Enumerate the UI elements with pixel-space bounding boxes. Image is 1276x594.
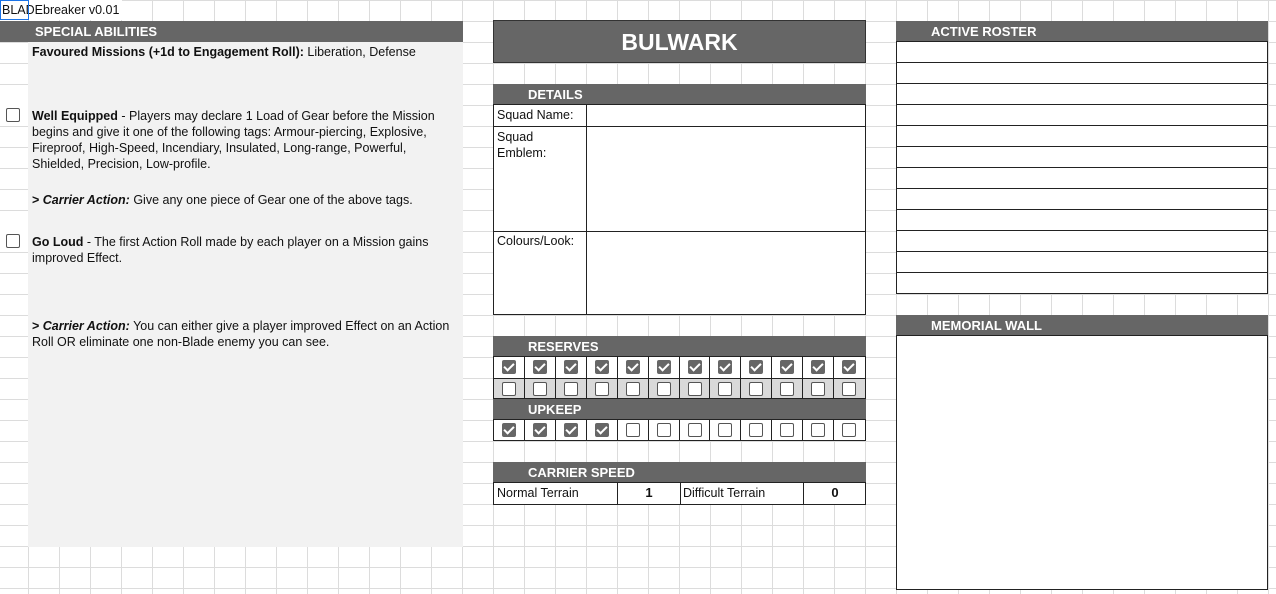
- reserve-checkbox[interactable]: [749, 382, 763, 396]
- favoured-missions-value: Liberation, Defense: [303, 45, 416, 59]
- favoured-missions: [32, 44, 460, 60]
- details-header: DETAILS: [493, 84, 866, 105]
- reserve-checkbox[interactable]: [688, 360, 702, 374]
- reserve-cell: [710, 379, 741, 399]
- reserves-row: [494, 378, 865, 399]
- reserve-cell: [494, 379, 525, 399]
- roster-row[interactable]: [897, 42, 1267, 63]
- reserve-cell: [525, 379, 556, 399]
- roster-row[interactable]: [897, 210, 1267, 231]
- upkeep-checkbox[interactable]: [502, 423, 516, 437]
- carrier-action-label: Carrier Action:: [42, 319, 130, 333]
- memorial-wall-header: MEMORIAL WALL: [896, 315, 1268, 336]
- reserve-checkbox[interactable]: [688, 382, 702, 396]
- carrier-action-go-loud: [32, 318, 460, 350]
- normal-terrain-value[interactable]: 1: [645, 485, 653, 500]
- reserve-cell: [649, 357, 680, 378]
- squad-emblem-label: Squad Emblem:: [497, 130, 547, 160]
- reserve-checkbox[interactable]: [811, 360, 825, 374]
- reserves-row: [494, 357, 865, 378]
- reserve-checkbox[interactable]: [626, 382, 640, 396]
- sheet-title-cell[interactable]: [0, 0, 122, 20]
- upkeep-cell: [772, 420, 803, 441]
- reserve-cell: [680, 379, 711, 399]
- carrier-action-well-equipped: [32, 192, 460, 208]
- upkeep-cell: [525, 420, 556, 441]
- special-abilities-header: SPECIAL ABILITIES: [0, 21, 463, 42]
- details-box: [493, 104, 866, 315]
- reserve-checkbox[interactable]: [657, 360, 671, 374]
- sheet-title: BLADEbreaker v0.01: [2, 3, 120, 17]
- reserve-checkbox[interactable]: [842, 360, 856, 374]
- upkeep-header: UPKEEP: [493, 399, 866, 420]
- upkeep-cell: [649, 420, 680, 441]
- reserve-checkbox[interactable]: [564, 382, 578, 396]
- upkeep-cell: [834, 420, 865, 441]
- roster-rows: [897, 42, 1267, 294]
- ability-well-equipped: [32, 108, 460, 172]
- reserve-cell: [556, 379, 587, 399]
- carrier-speed-header: CARRIER SPEED: [493, 462, 866, 483]
- roster-row[interactable]: [897, 147, 1267, 168]
- upkeep-cell: [494, 420, 525, 441]
- squad-emblem-field[interactable]: [587, 127, 865, 231]
- reserve-cell: [556, 357, 587, 378]
- memorial-wall-field[interactable]: [896, 335, 1268, 590]
- colours-look-field[interactable]: [587, 232, 865, 314]
- reserve-cell: [741, 357, 772, 378]
- carrier-action-prefix: >: [32, 193, 43, 207]
- reserve-checkbox[interactable]: [780, 360, 794, 374]
- reserve-checkbox[interactable]: [842, 382, 856, 396]
- ability-checkbox-cell: [0, 105, 28, 126]
- upkeep-cell: [587, 420, 618, 441]
- ability-go-loud: [32, 234, 460, 266]
- upkeep-cell: [618, 420, 649, 441]
- reserve-cell: [772, 379, 803, 399]
- upkeep-cell: [680, 420, 711, 441]
- reserve-checkbox[interactable]: [533, 360, 547, 374]
- roster-row[interactable]: [897, 63, 1267, 84]
- reserve-cell: [741, 379, 772, 399]
- upkeep-row: [494, 420, 865, 441]
- carrier-action-prefix: >: [32, 319, 43, 333]
- reserve-cell: [587, 357, 618, 378]
- ability-checkbox-cell: [0, 231, 28, 252]
- upkeep-checkbox[interactable]: [657, 423, 671, 437]
- active-roster-list: [896, 41, 1268, 294]
- upkeep-checkbox[interactable]: [626, 423, 640, 437]
- squad-name-field[interactable]: [587, 105, 865, 126]
- reserve-checkbox[interactable]: [564, 360, 578, 374]
- upkeep-checkbox[interactable]: [780, 423, 794, 437]
- go-loud-checkbox[interactable]: [6, 234, 20, 248]
- carrier-action-text: You can either give a player improved Effect on an Action Roll OR eliminate one non-Blade enemy you can see.: [32, 319, 450, 349]
- roster-row[interactable]: [897, 273, 1267, 294]
- normal-terrain-label: Normal Terrain: [497, 486, 579, 500]
- roster-row[interactable]: [897, 231, 1267, 252]
- reserve-cell: [618, 379, 649, 399]
- roster-row[interactable]: [897, 189, 1267, 210]
- roster-row[interactable]: [897, 84, 1267, 105]
- speed-divider: [680, 483, 681, 504]
- ability-desc: - The first Action Roll made by each player on a Mission gains improved Effect.: [32, 235, 429, 265]
- reserve-cell: [618, 357, 649, 378]
- reserve-cell: [834, 379, 865, 399]
- upkeep-cell: [803, 420, 834, 441]
- colours-look-label: Colours/Look:: [497, 234, 575, 248]
- reserve-cell: [803, 379, 834, 399]
- reserve-checkbox[interactable]: [626, 360, 640, 374]
- reserve-cell: [710, 357, 741, 378]
- roster-row[interactable]: [897, 252, 1267, 273]
- upkeep-checkbox[interactable]: [811, 423, 825, 437]
- upkeep-checkbox[interactable]: [749, 423, 763, 437]
- difficult-terrain-label: Difficult Terrain: [683, 486, 766, 500]
- reserve-cell: [803, 357, 834, 378]
- reserve-cell: [494, 357, 525, 378]
- upkeep-cell: [556, 420, 587, 441]
- reserve-checkbox[interactable]: [811, 382, 825, 396]
- upkeep-checkbox[interactable]: [564, 423, 578, 437]
- reserves-grid: [493, 356, 866, 399]
- reserve-checkbox[interactable]: [502, 382, 516, 396]
- roster-row[interactable]: [897, 126, 1267, 147]
- cell-selection: [0, 0, 29, 20]
- squad-name-label: Squad Name:: [497, 108, 574, 122]
- reserve-checkbox[interactable]: [749, 360, 763, 374]
- carrier-action-label: Carrier Action:: [42, 193, 130, 207]
- reserve-checkbox[interactable]: [718, 382, 732, 396]
- reserve-checkbox[interactable]: [780, 382, 794, 396]
- well-equipped-checkbox[interactable]: [6, 108, 20, 122]
- upkeep-checkbox[interactable]: [718, 423, 732, 437]
- upkeep-cell: [710, 420, 741, 441]
- reserve-cell: [587, 379, 618, 399]
- upkeep-checkbox[interactable]: [688, 423, 702, 437]
- carrier-name: BULWARK: [493, 20, 866, 63]
- roster-row[interactable]: [897, 105, 1267, 126]
- upkeep-checkbox[interactable]: [842, 423, 856, 437]
- reserve-checkbox[interactable]: [718, 360, 732, 374]
- carrier-speed-table: [493, 482, 866, 505]
- reserves-header: RESERVES: [493, 336, 866, 357]
- favoured-missions-label: Favoured Missions (+1d to Engagement Roll):: [32, 45, 304, 59]
- ability-desc: - Players may declare 1 Load of Gear before the Mission begins and give it one of the following tags: Armour-piercing, Explosive, Fireproof, High-Speed, Incendiary, Insulated, Long-range, Powerful, Shielded, Precision, Low-profile.: [32, 109, 435, 171]
- upkeep-checkbox[interactable]: [533, 423, 547, 437]
- reserve-cell: [525, 357, 556, 378]
- carrier-action-text: Give any one piece of Gear one of the above tags.: [129, 193, 413, 207]
- upkeep-cell: [741, 420, 772, 441]
- ability-name: Go Loud: [32, 235, 84, 249]
- reserve-cell: [772, 357, 803, 378]
- difficult-terrain-value[interactable]: 0: [831, 485, 839, 500]
- reserve-checkbox[interactable]: [657, 382, 671, 396]
- ability-name: Well Equipped: [32, 109, 118, 123]
- reserve-checkbox[interactable]: [595, 382, 609, 396]
- upkeep-checkbox[interactable]: [595, 423, 609, 437]
- reserve-cell: [649, 379, 680, 399]
- reserve-checkbox[interactable]: [533, 382, 547, 396]
- active-roster-header: ACTIVE ROSTER: [896, 21, 1268, 42]
- roster-row[interactable]: [897, 168, 1267, 189]
- reserve-checkbox[interactable]: [595, 360, 609, 374]
- upkeep-grid: [493, 419, 866, 441]
- reserve-cell: [680, 357, 711, 378]
- reserve-checkbox[interactable]: [502, 360, 516, 374]
- reserve-cell: [834, 357, 865, 378]
